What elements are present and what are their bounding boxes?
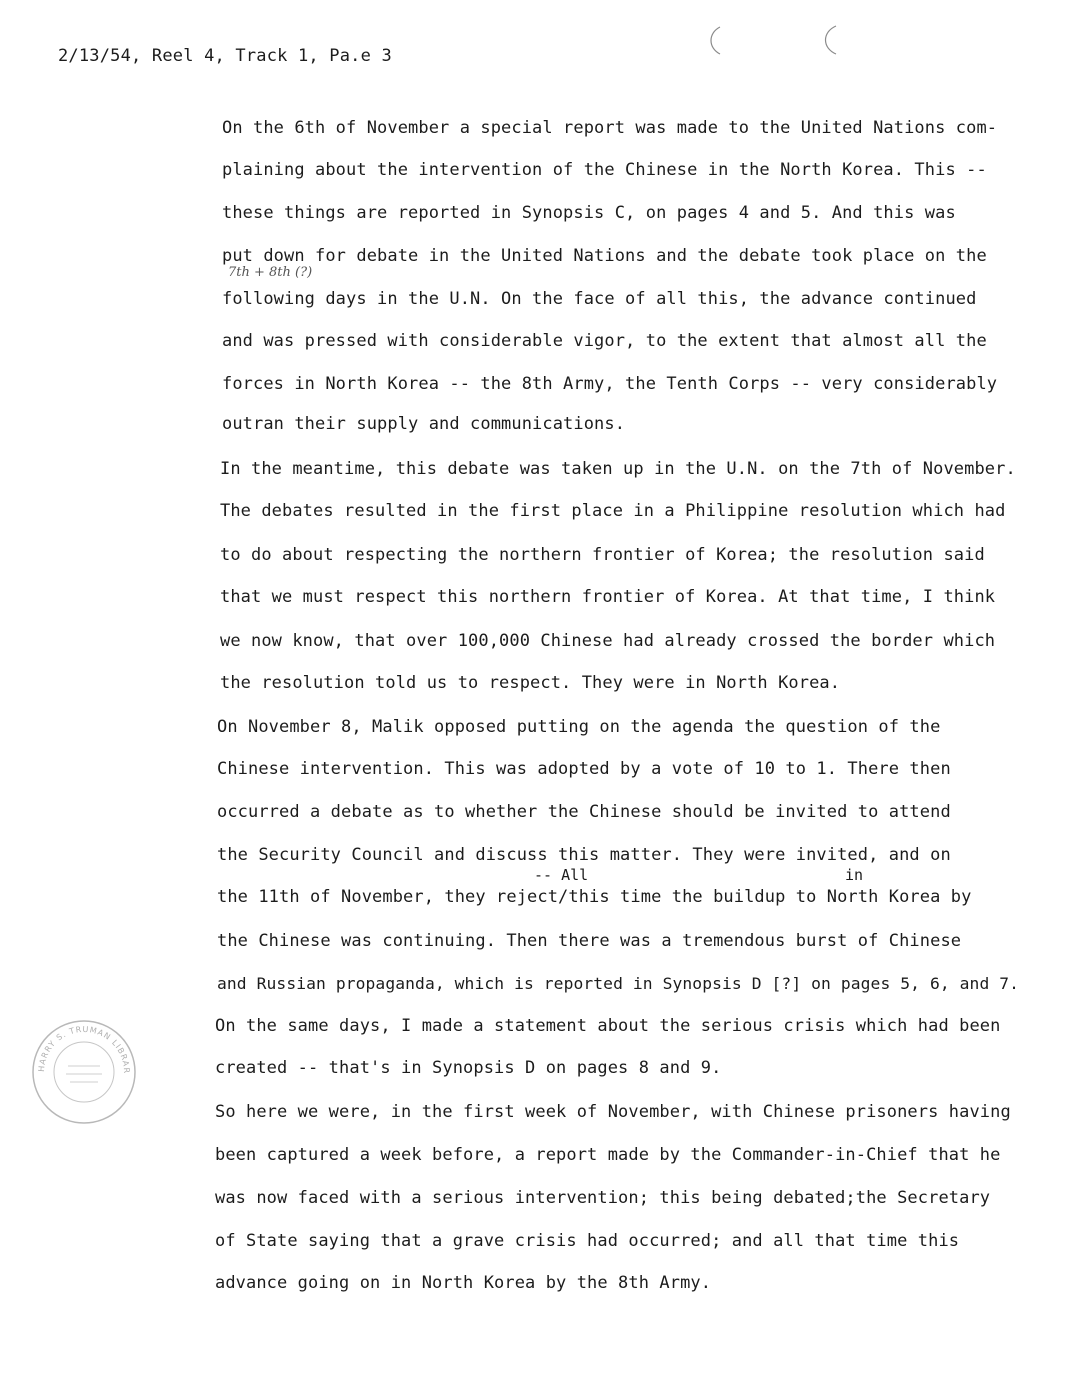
stamp-seal-graphic <box>28 1016 140 1128</box>
text-line: and was pressed with considerable vigor, to the extent that almost all the <box>222 331 987 351</box>
text-line: the 11th of November, they reject/this time the buildup to North Korea by <box>217 887 972 907</box>
interlinear-all: -- All <box>534 866 589 884</box>
text-line: outran their supply and communications. <box>222 414 626 434</box>
text-line: On the same days, I made a statement about the serious crisis which had been <box>215 1016 1001 1036</box>
text-line: these things are reported in Synopsis C, on pages 4 and 5. And this was <box>222 203 956 223</box>
text-line: On the 6th of November a special report was made to the United Nations com- <box>222 118 998 138</box>
text-line: that we must respect this northern frontier of Korea. At that time, I think <box>220 587 996 607</box>
paren-mark-right <box>814 24 842 56</box>
svg-text:HARRY S. TRUMAN LIBRARY <box>28 1016 131 1074</box>
handwritten-note: 7th + 8th (?) <box>228 265 313 280</box>
text-line: of State saying that a grave crisis had occurred; and all that time this <box>215 1231 960 1251</box>
text-line: following days in the U.N. On the face of all this, the advance continued <box>222 289 977 309</box>
text-line: was now faced with a serious intervention; this being debated;the Secretary <box>215 1188 991 1208</box>
interlinear-in: in <box>845 866 864 884</box>
text-line: advance going on in North Korea by the 8th Army. <box>215 1273 712 1293</box>
text-line: put down for debate in the United Nations and the debate took place on the <box>222 246 987 266</box>
text-line: the Security Council and discuss this matter. They were invited, and on <box>217 845 951 865</box>
text-line: created -- that's in Synopsis D on pages 8 and 9. <box>215 1058 722 1078</box>
text-line: to do about respecting the northern frontier of Korea; the resolution said <box>220 545 985 565</box>
text-line: On November 8, Malik opposed putting on the agenda the question of the <box>217 717 941 737</box>
text-line: The debates resulted in the first place in a Philippine resolution which had <box>220 501 1006 521</box>
text-line: forces in North Korea -- the 8th Army, the Tenth Corps -- very considerably <box>222 374 998 394</box>
library-stamp <box>28 1016 140 1128</box>
text-line: In the meantime, this debate was taken up in the U.N. on the 7th of November. <box>220 459 1016 479</box>
page-header: 2/13/54, Reel 4, Track 1, Pa.e 3 <box>58 46 392 66</box>
text-line: occurred a debate as to whether the Chinese should be invited to attend <box>217 802 951 822</box>
text-line: been captured a week before, a report made by the Commander-in-Chief that he <box>215 1145 1001 1165</box>
text-line: So here we were, in the first week of November, with Chinese prisoners having <box>215 1102 1011 1122</box>
text-line: and Russian propaganda, which is reported in Synopsis D [?] on pages 5, 6, and 7. <box>217 974 1020 993</box>
text-line: Chinese intervention. This was adopted by a vote of 10 to 1. There then <box>217 759 951 779</box>
text-line: plaining about the intervention of the Chinese in the North Korea. This -- <box>222 160 987 180</box>
text-line: the resolution told us to respect. They were in North Korea. <box>220 673 841 693</box>
stamp-text: HARRY S. TRUMAN LIBRAR <box>36 1024 132 1074</box>
text-line: we now know, that over 100,000 Chinese had already crossed the border which <box>220 631 996 651</box>
text-line: the Chinese was continuing. Then there was a tremendous burst of Chinese <box>217 931 962 951</box>
paren-mark-left <box>700 24 728 56</box>
